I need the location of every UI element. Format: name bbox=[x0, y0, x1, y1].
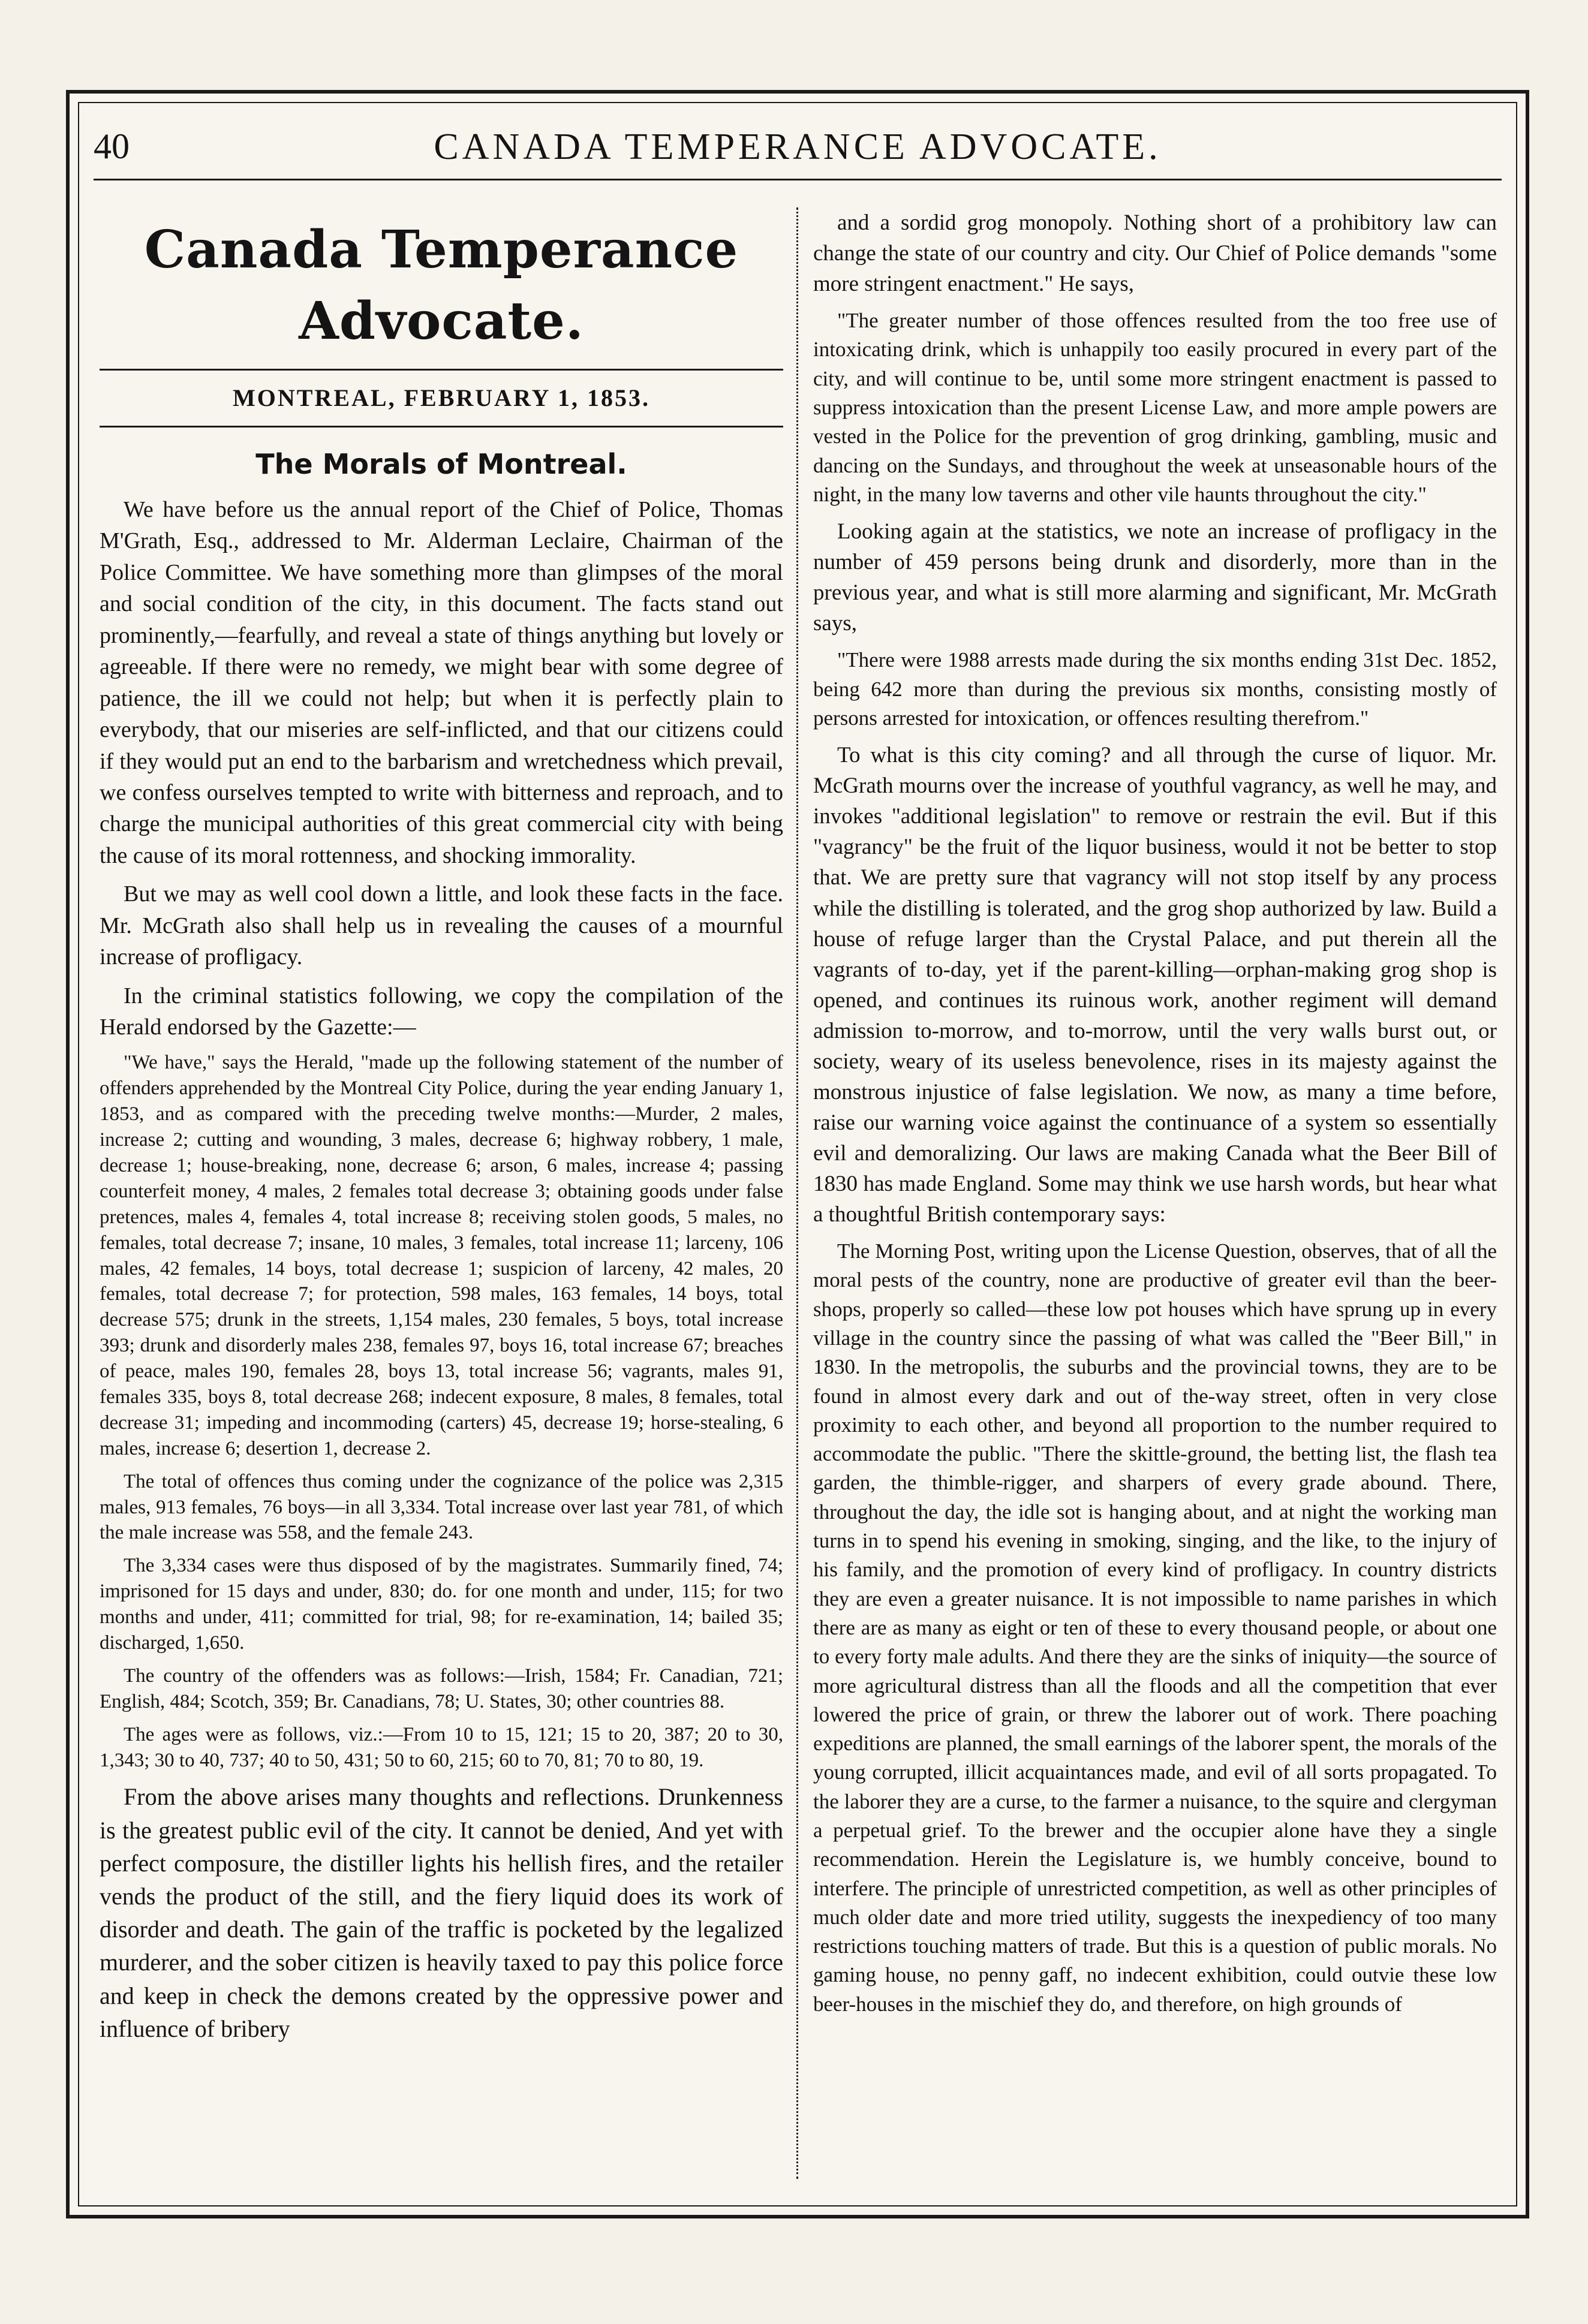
arrests-quote: "There were 1988 arrests made during the six months ending 31st Dec. 1852, being 642 more than during the previous six months, consisting mostly of persons arrested for intoxication, or offences resulting therefrom." bbox=[813, 648, 1497, 730]
running-head bbox=[94, 113, 1502, 180]
police-report-quote: "The greater number of those offences resulted from the too free use of intoxicating drink, which is unhappily too easily procured in every part of the city, and will continue to be, until some more stringent enactment is passed to suppress intoxication than the present License Law, and more ample powers are vested in the Police for the prevention of grog drinking, gambling, music and dancing on the Sundays, and throughout the week at unseasonable hours of the night, in the many low taverns and other vile haunts throughout the city." bbox=[813, 309, 1497, 506]
running-title: CANADA TEMPERANCE ADVOCATE. bbox=[434, 127, 1162, 167]
dateline-rule bbox=[100, 426, 783, 428]
article-heading: The Morals of Montreal. bbox=[255, 447, 627, 480]
statistics-ages: The ages were as follows, viz.:—From 10 to 15, 121; 15 to 20, 387; 20 to 30, 1,343; 30 to 40, 737; 40 to 50, 431; 50 to 60, 215; 60 to 70, 81; 70 to 80, 19. bbox=[100, 1723, 783, 1771]
statistics-quote: "We have," says the Herald, "made up the following statement of the number of offenders apprehended by the Montreal City Police, during the year ending January 1, 1853, and as compared with the preceding twelve months:—Murder, 2 males, increase 2; cutting and wounding, 3 males, decrease 6; highway robbery, 1 male, decrease 1; house-breaking, none, decrease 6; arson, 6 males, increase 4; passing counterfeit money, 4 males, 2 females total decrease 3; obtaining goods under false pretences, males 4, females 4, total increase 8; receiving stolen goods, 5 males, no females, total decrease 7; insane, 10 males, 3 females, total increase 11; larceny, 106 males, 42 females, 14 boys, total decrease 1; suspicion of larceny, 42 males, 20 females, total decrease 7; for protection, 598 males, 163 females, 14 boys, total decrease 575; drunk in the streets, 1,154 males, 230 females, 5 boys, total increase 393; drunk and disorderly males 238, females 97, boys 16, total increase 67; breaches of peace, males 190, females 28, boys 13, total increase 56; vagrants, males 91, females 335, boys 8, total decrease 268; indecent exposure, 8 males, 8 females, total decrease 31; impeding and incommoding (carters) 45, decrease 19; horse-stealing, 6 males, increase 6; desertion 1, decrease 2. bbox=[100, 1052, 783, 1459]
paragraph: To what is this city coming? and all through the curse of liquor. Mr. McGrath mourns over the increase of youthful vagrancy, as well he may, and invokes "additional legislation" to remove or restrain the evil. But if this "vagrancy" be the fruit of the liquor business, would it not be better to stop that. We are pretty sure that vagrancy will not stop itself by any process while the distilling is tolerated, and the grog shop authorized by law. Build a house of refuge larger than the Crystal Palace, and put therein all the vagrants of to-day, yet if the parent-killing—orphan-making grog shop is opened, and continues its ruinous work, another regiment will demand admission to-morrow, and to-morrow, until the very walls burst out, or society, weary of its useless benevolence, rises in its majesty against the monstrous injustice of false legislation. We now, as many a time before, raise our warning voice against the continuance of a system so essentially evil and demoralizing. Our laws are making Canada what the Beer Bill of 1830 has made England. Some may think we use harsh words, but hear what a thoughtful British contemporary says: bbox=[813, 743, 1497, 1227]
newspaper-page bbox=[66, 90, 1529, 2218]
paragraph: and a sordid grog monopoly. Nothing short of a prohibitory law can change the state of our country and city. Our Chief of Police demands "some more stringent enactment." He says, bbox=[813, 210, 1497, 297]
paragraph: But we may as well cool down a little, and look these facts in the face. Mr. McGrath also shall help us in revealing the causes of a mournful increase of profligacy. bbox=[100, 881, 783, 970]
paragraph: Looking again at the statistics, we note an increase of profligacy in the number of 459 persons being drunk and disorderly, more than in the previous year, and what is still more alarming and significant, Mr. McGrath says, bbox=[813, 519, 1497, 636]
right-column bbox=[813, 207, 1497, 2179]
statistics-totals: The total of offences thus coming under the cognizance of the police was 2,315 males, 913 females, 76 boys—in all 3,334. Total increase over last year 781, of which the male increase was 558, and the female 243. bbox=[100, 1470, 783, 1544]
statistics-disposal: The 3,334 cases were thus disposed of by the magistrates. Summarily fined, 74; imprisoned for 15 days and under, 830; do. for one month and under, 115; for two months and under, 411; committed for trial, 98; for re-examination, 14; bailed 35; discharged, 1,650. bbox=[100, 1555, 783, 1654]
paragraph: From the above arises many thoughts and reflections. Drunkenness is the greatest public evil of the city. It cannot be denied, And yet with perfect composure, the distiller lights his hellish fires, and the retailer vends the product of the still, and the fiery liquid does its work of disorder and death. The gain of the traffic is pocketed by the legalized murderer, and the sober citizen is heavily taxed to pay this police force and keep in check the demons created by the oppressive power and influence of bribery bbox=[100, 1783, 783, 2042]
masthead-title: Canada Temperance Advocate. bbox=[144, 219, 739, 351]
statistics-country: The country of the offenders was as follows:—Irish, 1584; Fr. Canadian, 721; English, 484; Scotch, 359; Br. Canadians, 78; U. States, 30; other countries 88. bbox=[100, 1664, 783, 1712]
paragraph: We have before us the annual report of the Chief of Police, Thomas M'Grath, Esq., addressed to Mr. Alderman Leclaire, Chairman of the Police Committee. We have something more than glimpses of the moral and social condition of the city, in this document. The facts stand out prominently,—fearfully, and reveal a state of things anything but lovely or agreeable. If there were no remedy, we might bear with some degree of patience, the ill we could not help; but when it is perfectly plain to everybody, that our miseries are self-inflicted, and that our citizens could if they would put an end to the barbarism and wretchedness which prevail, we confess ourselves tempted to write with bitterness and reproach, and to charge the municipal authorities of this great commercial city with being the cause of its moral rottenness, and shocking immorality. bbox=[100, 497, 783, 868]
morning-post-quote: The Morning Post, writing upon the License Question, observes, that of all the moral pests of the country, none are productive of greater evil than the beer-shops, properly so called—these low pot houses which have sprung up in every village in the country since the passing of what was called the "Beer Bill," in 1830. In the metropolis, the suburbs and the provincial towns, they are to be found in almost every dark and out of the-way street, often in very close proximity to each other, and beyond all proportion to the number required to accommodate the public. "There the skittle-ground, the betting list, the flash tea garden, the thimble-rigger, and sharpers of every grade abound. There, throughout the day, the idle sot is hanging about, and at night the working man turns in to spend his evening in smoking, singing, and the like, to the injury of his family, and the promotion of every kind of profligacy. In country districts they are even a greater nuisance. It is not impossible to name parishes in which there are as many as eight or ten of these to every thousand people, or about one to every forty male adults. And there they are the sinks of iniquity—the source of more agricultural distress than all the floods and all the competition that ever lowered the price of grain, or threw the laborer out of work. There poaching expeditions are planned, the small earnings of the laborer spent, the morals of the young corrupted, illicit acquaintances made, and evil of all sorts propagated. To the laborer they are a curse, to the farmer a nuisance, to the squire and clergyman a perpetual grief. To the brewer and the occupier alone have they a single recommendation. Herein the Legislature is, we humbly conceive, bound to interfere. The principle of unrestricted competition, as well as other principles of much older date and more tried utility, suggests the inexpediency of too many restrictions touching matters of trade. But this is a question of public morals. No gaming house, no penny gaff, no indecent exhibition, could outvie these low beer-houses in the mischief they do, and therefore, on high grounds of bbox=[813, 1239, 1497, 2016]
left-column bbox=[100, 207, 783, 2179]
paragraph: In the criminal statistics following, we copy the compilation of the Herald endorsed by the Gazette:— bbox=[100, 983, 783, 1040]
masthead-rule bbox=[100, 369, 783, 371]
page-number: 40 bbox=[94, 127, 130, 166]
dateline: MONTREAL, FEBRUARY 1, 1853. bbox=[233, 384, 650, 412]
column-divider bbox=[796, 207, 798, 2179]
